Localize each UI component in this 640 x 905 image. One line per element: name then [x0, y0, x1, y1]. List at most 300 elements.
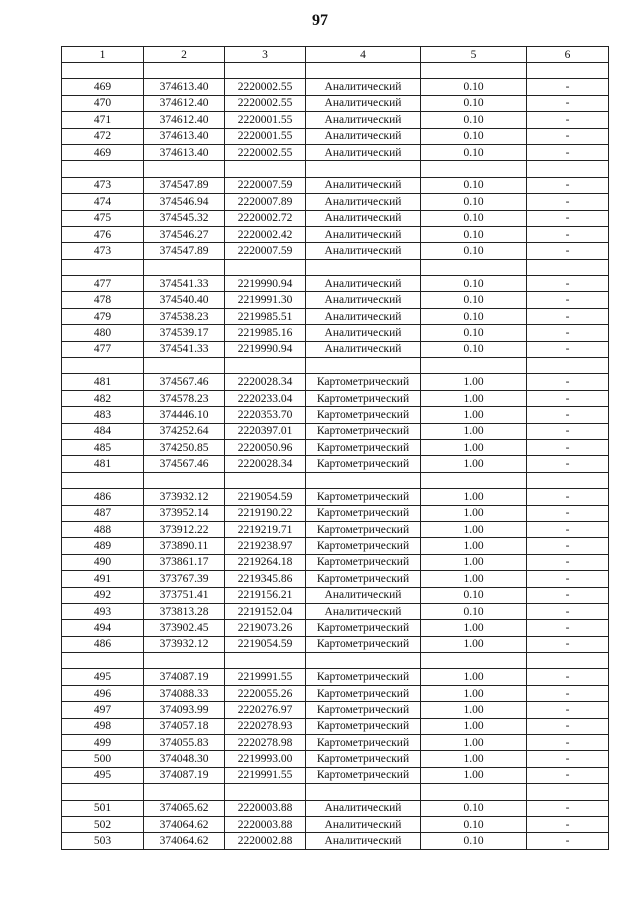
table-cell — [144, 358, 225, 374]
table-cell: - — [527, 636, 609, 652]
table-cell: 492 — [62, 587, 144, 603]
table-cell: 2219238.97 — [225, 538, 306, 554]
table-cell: - — [527, 833, 609, 849]
table-cell: 374546.94 — [144, 194, 225, 210]
table-cell — [306, 259, 421, 275]
table-cell: - — [527, 554, 609, 570]
table-cell: - — [527, 505, 609, 521]
table-cell: 2220003.88 — [225, 800, 306, 816]
table-cell: 494 — [62, 620, 144, 636]
table-cell — [62, 358, 144, 374]
table-cell: Картометрический — [306, 456, 421, 472]
table-cell: 475 — [62, 210, 144, 226]
table-cell: 498 — [62, 718, 144, 734]
table-cell: 1.00 — [421, 571, 527, 587]
table-cell — [527, 653, 609, 669]
table-cell — [144, 784, 225, 800]
table-cell: 2220002.55 — [225, 79, 306, 95]
table-cell: 373767.39 — [144, 571, 225, 587]
table-cell: Картометрический — [306, 489, 421, 505]
table-cell: 2220001.55 — [225, 112, 306, 128]
table-cell: 0.10 — [421, 292, 527, 308]
table-cell: 476 — [62, 226, 144, 242]
table-cell — [527, 784, 609, 800]
table-cell: - — [527, 816, 609, 832]
page-number: 97 — [312, 12, 328, 29]
table-cell: 373890.11 — [144, 538, 225, 554]
table-cell — [62, 161, 144, 177]
table-cell: - — [527, 735, 609, 751]
table-cell: 479 — [62, 308, 144, 324]
table-cell: 497 — [62, 702, 144, 718]
table-cell — [527, 63, 609, 79]
table-row — [62, 177, 609, 193]
table-cell: 496 — [62, 685, 144, 701]
table-cell: - — [527, 702, 609, 718]
table-cell: 373952.14 — [144, 505, 225, 521]
table-cell: Аналитический — [306, 112, 421, 128]
table-row — [62, 669, 609, 685]
table-cell: 0.10 — [421, 276, 527, 292]
table-cell: 500 — [62, 751, 144, 767]
table-cell: 2219156.21 — [225, 587, 306, 603]
table-row — [62, 702, 609, 718]
table-cell: 374547.89 — [144, 177, 225, 193]
table-row — [62, 112, 609, 128]
table-cell — [527, 161, 609, 177]
table-cell: 374613.40 — [144, 128, 225, 144]
table-cell: 503 — [62, 833, 144, 849]
table-cell: 374057.18 — [144, 718, 225, 734]
table-cell — [225, 653, 306, 669]
table-cell: Аналитический — [306, 79, 421, 95]
table-cell: Аналитический — [306, 144, 421, 160]
table-row — [62, 800, 609, 816]
table-cell: - — [527, 308, 609, 324]
table-body — [62, 63, 609, 850]
table-cell: 499 — [62, 735, 144, 751]
table-cell: 481 — [62, 374, 144, 390]
table-cell: 374539.17 — [144, 325, 225, 341]
table-cell: 1.00 — [421, 505, 527, 521]
table-cell: - — [527, 767, 609, 783]
table-cell: Аналитический — [306, 177, 421, 193]
header-cell: 1 — [62, 47, 144, 63]
table-cell — [306, 653, 421, 669]
table-cell: Картометрический — [306, 685, 421, 701]
table-row — [62, 144, 609, 160]
table-cell — [62, 63, 144, 79]
table-cell: 2220002.72 — [225, 210, 306, 226]
table-cell: 0.10 — [421, 128, 527, 144]
table-cell: 2219991.30 — [225, 292, 306, 308]
table-cell: 495 — [62, 669, 144, 685]
table-cell: Картометрический — [306, 718, 421, 734]
table-cell: 1.00 — [421, 620, 527, 636]
table-cell: 374546.27 — [144, 226, 225, 242]
table-cell: 0.10 — [421, 210, 527, 226]
table-cell: Аналитический — [306, 325, 421, 341]
table-row — [62, 325, 609, 341]
table-cell: - — [527, 407, 609, 423]
table-cell: 374538.23 — [144, 308, 225, 324]
table-row — [62, 456, 609, 472]
table-cell: 493 — [62, 603, 144, 619]
table-cell: - — [527, 439, 609, 455]
table-cell — [62, 259, 144, 275]
table-cell: 0.10 — [421, 79, 527, 95]
table-cell — [144, 472, 225, 488]
table-cell: Аналитический — [306, 603, 421, 619]
header-cell: 3 — [225, 47, 306, 63]
table-cell: 374250.85 — [144, 439, 225, 455]
table-cell — [62, 653, 144, 669]
table-cell: - — [527, 603, 609, 619]
table-cell: 2220050.96 — [225, 439, 306, 455]
table-row — [62, 718, 609, 734]
table-cell: 1.00 — [421, 439, 527, 455]
table-header-row — [62, 47, 609, 63]
table-cell: 374578.23 — [144, 390, 225, 406]
table-cell: 2220001.55 — [225, 128, 306, 144]
table-cell: 374612.40 — [144, 95, 225, 111]
table-cell: 373861.17 — [144, 554, 225, 570]
table-cell — [527, 472, 609, 488]
table-cell: 374547.89 — [144, 243, 225, 259]
table-cell: 485 — [62, 439, 144, 455]
table-cell: 374446.10 — [144, 407, 225, 423]
table-cell: Картометрический — [306, 767, 421, 783]
table-cell: 473 — [62, 177, 144, 193]
table-cell — [144, 63, 225, 79]
table-row — [62, 685, 609, 701]
table-cell: - — [527, 243, 609, 259]
table-cell: 2220002.55 — [225, 144, 306, 160]
table-cell: Картометрический — [306, 521, 421, 537]
table-cell — [306, 472, 421, 488]
table-separator-row — [62, 161, 609, 177]
table-cell: - — [527, 79, 609, 95]
table-row — [62, 603, 609, 619]
table-cell: Картометрический — [306, 554, 421, 570]
header-cell: 5 — [421, 47, 527, 63]
table-cell: Картометрический — [306, 620, 421, 636]
table-cell: 2219985.16 — [225, 325, 306, 341]
table-cell: Аналитический — [306, 276, 421, 292]
table-cell: 484 — [62, 423, 144, 439]
table-separator-row — [62, 63, 609, 79]
table-cell: 1.00 — [421, 489, 527, 505]
table-cell: 0.10 — [421, 144, 527, 160]
table-cell — [225, 259, 306, 275]
table-cell: Аналитический — [306, 128, 421, 144]
table-cell: 488 — [62, 521, 144, 537]
table-cell: 489 — [62, 538, 144, 554]
table-cell: Картометрический — [306, 423, 421, 439]
table-cell: 2220007.59 — [225, 243, 306, 259]
table-cell: 0.10 — [421, 95, 527, 111]
table-cell: 2219190.22 — [225, 505, 306, 521]
table-cell: 472 — [62, 128, 144, 144]
table-cell: 1.00 — [421, 767, 527, 783]
table-row — [62, 521, 609, 537]
table-row — [62, 374, 609, 390]
table-cell: 374065.62 — [144, 800, 225, 816]
table-cell — [421, 653, 527, 669]
table-cell: Картометрический — [306, 669, 421, 685]
table-cell: 374613.40 — [144, 79, 225, 95]
table-cell: 2219054.59 — [225, 636, 306, 652]
table-cell: 2220002.55 — [225, 95, 306, 111]
table-cell: 486 — [62, 489, 144, 505]
table-cell: 374252.64 — [144, 423, 225, 439]
table-cell: - — [527, 292, 609, 308]
table-cell: Картометрический — [306, 636, 421, 652]
table-cell: - — [527, 521, 609, 537]
table-cell: 2220003.88 — [225, 816, 306, 832]
table-cell: Картометрический — [306, 374, 421, 390]
table-cell: 1.00 — [421, 407, 527, 423]
table-cell: Картометрический — [306, 538, 421, 554]
table-cell: - — [527, 800, 609, 816]
table-row — [62, 226, 609, 242]
table-cell: Картометрический — [306, 505, 421, 521]
table-row — [62, 210, 609, 226]
table-cell: Аналитический — [306, 833, 421, 849]
table-row — [62, 489, 609, 505]
table-cell — [62, 472, 144, 488]
table-row — [62, 308, 609, 324]
table-row — [62, 439, 609, 455]
table-cell — [225, 784, 306, 800]
table-row — [62, 538, 609, 554]
table-cell: - — [527, 423, 609, 439]
table-separator-row — [62, 472, 609, 488]
table-cell: Аналитический — [306, 292, 421, 308]
table-cell: Аналитический — [306, 816, 421, 832]
table-cell — [306, 161, 421, 177]
table-cell: 374088.33 — [144, 685, 225, 701]
table-cell: 373751.41 — [144, 587, 225, 603]
table-cell: - — [527, 685, 609, 701]
table-cell: 2219264.18 — [225, 554, 306, 570]
table-cell: 374055.83 — [144, 735, 225, 751]
table-cell: Аналитический — [306, 210, 421, 226]
coordinates-table — [61, 46, 609, 850]
table-cell — [225, 63, 306, 79]
table-cell: 0.10 — [421, 325, 527, 341]
table-separator-row — [62, 653, 609, 669]
table-cell: 1.00 — [421, 751, 527, 767]
table-cell: 1.00 — [421, 636, 527, 652]
table-cell: 1.00 — [421, 390, 527, 406]
table-cell: 2219152.04 — [225, 603, 306, 619]
table-row — [62, 194, 609, 210]
table-row — [62, 79, 609, 95]
table-cell: 2220055.26 — [225, 685, 306, 701]
table-cell: 374613.40 — [144, 144, 225, 160]
table-cell — [306, 784, 421, 800]
table-cell: 0.10 — [421, 308, 527, 324]
table-cell: - — [527, 112, 609, 128]
table-cell: 469 — [62, 144, 144, 160]
table-cell: Картометрический — [306, 439, 421, 455]
table-cell: 2220353.70 — [225, 407, 306, 423]
table-cell: - — [527, 669, 609, 685]
table-cell — [144, 161, 225, 177]
table-cell: 2219073.26 — [225, 620, 306, 636]
table-row — [62, 243, 609, 259]
table-cell — [306, 358, 421, 374]
table-cell: 374567.46 — [144, 456, 225, 472]
table-row — [62, 292, 609, 308]
table-cell: 495 — [62, 767, 144, 783]
table-cell: Картометрический — [306, 702, 421, 718]
table-cell — [421, 259, 527, 275]
table-cell: 0.10 — [421, 833, 527, 849]
table-row — [62, 571, 609, 587]
table-cell — [144, 653, 225, 669]
table-row — [62, 636, 609, 652]
table-cell: 374064.62 — [144, 816, 225, 832]
table-cell: 2219991.55 — [225, 767, 306, 783]
table-cell: 2220276.97 — [225, 702, 306, 718]
table-row — [62, 767, 609, 783]
table-cell: 2219991.55 — [225, 669, 306, 685]
table-cell: 374541.33 — [144, 341, 225, 357]
table-row — [62, 95, 609, 111]
table-cell: 481 — [62, 456, 144, 472]
table-cell: Аналитический — [306, 587, 421, 603]
table-cell: - — [527, 390, 609, 406]
table-row — [62, 128, 609, 144]
table-cell: 2220002.42 — [225, 226, 306, 242]
table-cell: 373912.22 — [144, 521, 225, 537]
table-cell: 2220028.34 — [225, 374, 306, 390]
table-cell: 470 — [62, 95, 144, 111]
table-cell: Картометрический — [306, 735, 421, 751]
table-cell: 374541.33 — [144, 276, 225, 292]
table-row — [62, 816, 609, 832]
table-cell: 1.00 — [421, 685, 527, 701]
table-cell: 501 — [62, 800, 144, 816]
table-cell: Картометрический — [306, 751, 421, 767]
table-cell — [306, 63, 421, 79]
table-cell: - — [527, 751, 609, 767]
table-cell: 471 — [62, 112, 144, 128]
table-cell — [421, 784, 527, 800]
table-cell: - — [527, 276, 609, 292]
table-cell: 474 — [62, 194, 144, 210]
table-cell: - — [527, 456, 609, 472]
table-cell: - — [527, 374, 609, 390]
table-cell: 478 — [62, 292, 144, 308]
table-cell: 2219993.00 — [225, 751, 306, 767]
table-cell: - — [527, 489, 609, 505]
table-cell: 486 — [62, 636, 144, 652]
table-cell — [144, 259, 225, 275]
table-cell: 374545.32 — [144, 210, 225, 226]
table-cell: 0.10 — [421, 603, 527, 619]
table-row — [62, 587, 609, 603]
table-cell: 0.10 — [421, 226, 527, 242]
table-cell: 502 — [62, 816, 144, 832]
table-cell: 1.00 — [421, 521, 527, 537]
table-cell — [225, 161, 306, 177]
table-cell: 483 — [62, 407, 144, 423]
table-cell: 374087.19 — [144, 669, 225, 685]
table-row — [62, 620, 609, 636]
table-cell: 2220007.59 — [225, 177, 306, 193]
table-cell: 374540.40 — [144, 292, 225, 308]
table-cell — [62, 784, 144, 800]
table-cell: 2220007.89 — [225, 194, 306, 210]
table-cell: Картометрический — [306, 390, 421, 406]
table-cell: - — [527, 620, 609, 636]
table-cell: - — [527, 177, 609, 193]
table-cell: 2220278.93 — [225, 718, 306, 734]
table-cell: 477 — [62, 276, 144, 292]
table-row — [62, 554, 609, 570]
table-cell: 373932.12 — [144, 489, 225, 505]
table-cell: 373813.28 — [144, 603, 225, 619]
table-cell: Аналитический — [306, 800, 421, 816]
table-row — [62, 833, 609, 849]
table-cell: 1.00 — [421, 456, 527, 472]
table-cell: Аналитический — [306, 308, 421, 324]
table-cell: 1.00 — [421, 669, 527, 685]
table-cell: 374093.99 — [144, 702, 225, 718]
table-cell: Аналитический — [306, 194, 421, 210]
table-cell: 374612.40 — [144, 112, 225, 128]
table-cell: 490 — [62, 554, 144, 570]
table-cell: - — [527, 95, 609, 111]
table-cell: - — [527, 587, 609, 603]
table-cell: 1.00 — [421, 735, 527, 751]
table-cell: 469 — [62, 79, 144, 95]
table-cell: 1.00 — [421, 538, 527, 554]
table-cell: 487 — [62, 505, 144, 521]
table-row — [62, 390, 609, 406]
table-cell — [421, 63, 527, 79]
table-row — [62, 341, 609, 357]
table-cell: 480 — [62, 325, 144, 341]
table-cell — [421, 161, 527, 177]
table-cell: 2220397.01 — [225, 423, 306, 439]
table-cell — [527, 358, 609, 374]
table-cell: 0.10 — [421, 194, 527, 210]
table-cell — [225, 358, 306, 374]
table-cell: 374567.46 — [144, 374, 225, 390]
table-cell: - — [527, 226, 609, 242]
table-cell: - — [527, 194, 609, 210]
header-cell: 2 — [144, 47, 225, 63]
table-cell: - — [527, 718, 609, 734]
table-cell: 0.10 — [421, 112, 527, 128]
table-cell: - — [527, 571, 609, 587]
header-cell: 4 — [306, 47, 421, 63]
table-cell: 374048.30 — [144, 751, 225, 767]
table-cell: - — [527, 341, 609, 357]
table-cell — [225, 472, 306, 488]
table-cell: 2219990.94 — [225, 341, 306, 357]
table-cell: 2219990.94 — [225, 276, 306, 292]
table-cell: - — [527, 538, 609, 554]
table-cell — [421, 358, 527, 374]
table-cell: 1.00 — [421, 423, 527, 439]
table-cell: 1.00 — [421, 554, 527, 570]
table-separator-row — [62, 784, 609, 800]
